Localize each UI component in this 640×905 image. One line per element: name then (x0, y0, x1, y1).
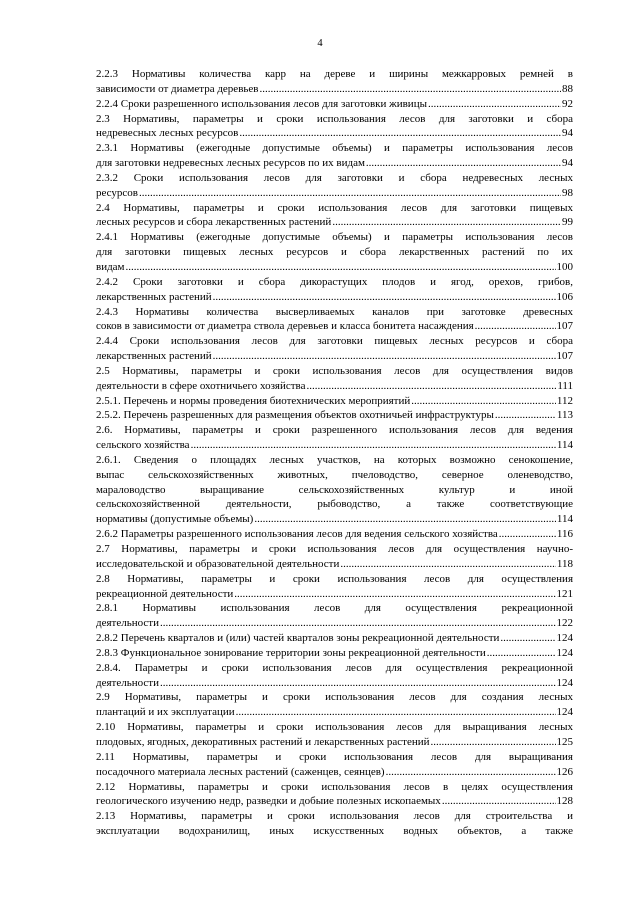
dot-leader (499, 527, 556, 542)
toc-entry[interactable] (96, 230, 573, 275)
toc-page-number: 94 (562, 127, 573, 140)
toc-entry-title: исследовательской и образовательной деятельности (96, 557, 340, 570)
dot-leader (126, 260, 556, 275)
toc-entry-leader-line (96, 616, 573, 631)
toc-entry[interactable] (96, 780, 573, 810)
toc-entry[interactable] (96, 453, 573, 527)
toc-entry-title: зависимости от диаметра деревьев (96, 82, 259, 95)
toc-entry-title: геологического изучению недр, разведки и добыие полезных ископаемых (96, 795, 441, 808)
toc-entry-title: деятельности в сфере охотничьего хозяйства (96, 379, 306, 392)
toc-page-number: 124 (556, 706, 573, 719)
toc-entry-text-line: 2.4.4 Сроки использования лесов для заготовки пищевых лесных ресурсов и сбора (96, 335, 573, 348)
dot-leader (213, 349, 556, 364)
toc-page-number: 100 (556, 260, 573, 273)
toc-entry-leader-line (96, 512, 573, 527)
dot-leader (340, 557, 556, 572)
dot-leader (332, 215, 561, 230)
toc-entry[interactable] (96, 201, 573, 231)
dot-leader (428, 97, 561, 112)
toc-entry-text-line: 2.12 Нормативы, параметры и сроки использования лесов в целях осуществления (96, 780, 573, 793)
toc-entry-text-line: 2.3 Нормативы, параметры и сроки использования лесов для заготовки и сбора (96, 112, 573, 125)
toc-entry-text-line: 2.4.1 Нормативы (ежегодные допустимые объемы) и параметры использования лесов (96, 231, 573, 244)
toc-page-number: 98 (562, 186, 573, 199)
toc-page-number: 106 (556, 290, 573, 303)
toc-entry-leader-line (96, 765, 573, 780)
toc-entry-title: посадочного материала лесных растений (саженцев, сеянцев) (96, 765, 385, 778)
toc-entry-title: для заготовки недревесных лесных ресурсов по их видам (96, 157, 365, 170)
toc-entry-text-line: выпас сельскохозяйственных животных, пчеловодство, северное оленеводство, (96, 468, 573, 481)
toc-entry[interactable] (96, 275, 573, 305)
toc-page-number: 124 (556, 646, 573, 659)
toc-entry[interactable] (96, 527, 573, 542)
dot-leader (366, 156, 561, 171)
toc-entry[interactable] (96, 305, 573, 335)
toc-entry-title: соков в зависимости от диаметра ствола деревьев и класса бонитета насаждения (96, 320, 474, 333)
dot-leader (139, 186, 561, 201)
toc-entry[interactable] (96, 661, 573, 691)
toc-entry-text-line: 2.3.2 Сроки использования лесов для заготовки и сбора недревесных лесных (96, 171, 573, 184)
toc-entry-title: рекреационной деятельности (96, 587, 234, 600)
toc-entry-text-line: 2.6. Нормативы, параметры и сроки разрешенного использования лесов для ведения (96, 424, 573, 437)
toc-entry-leader-line (96, 290, 573, 305)
toc-entry[interactable] (96, 171, 573, 201)
toc-entry-text-line: мараловодство выращивание сельскохозяйственных культур и иной (96, 483, 573, 496)
toc-entry-leader-line (96, 97, 573, 112)
toc-entry[interactable] (96, 720, 573, 750)
toc-page-number: 124 (556, 676, 573, 689)
toc-entry-title: 2.8.3 Функциональное зонирование территории зоны рекреационной деятельности (96, 646, 486, 659)
toc-entry-title: недревесных лесных ресурсов (96, 127, 239, 140)
toc-entry-text-line: эксплуатации водохранилищ, иных искусственных водных объектов, а также (96, 825, 573, 838)
toc-entry-leader-line (96, 215, 573, 230)
toc-page-number: 111 (557, 379, 573, 392)
dot-leader (442, 794, 556, 809)
toc-entry-text-line: 2.4.3 Нормативы количества высверливаемых каналов при заготовке древесных (96, 305, 573, 318)
toc-entry-title: плантаций и их эксплуатации (96, 706, 235, 719)
toc-entry-text-line: 2.8.1 Нормативы использования лесов для осуществления рекреационной (96, 602, 573, 615)
toc-page-number: 118 (556, 557, 573, 570)
toc-entry-leader-line (96, 438, 573, 453)
dot-leader (239, 126, 561, 141)
toc-entry-text-line: 2.8.4. Параметры и сроки использования лесов для осуществления рекреационной (96, 661, 573, 674)
toc-entry-title: плодовых, ягодных, декоративных растений и лекарственных растений (96, 735, 430, 748)
toc-entry-leader-line (96, 557, 573, 572)
dot-leader (431, 735, 556, 750)
toc-entry[interactable] (96, 141, 573, 171)
toc-page-number: 126 (556, 765, 573, 778)
toc-page-number: 112 (556, 394, 573, 407)
toc-page-number: 124 (556, 632, 573, 645)
toc-entry-text-line: 2.9 Нормативы, параметры и сроки использования лесов для создания лесных (96, 691, 573, 704)
toc-entry-title: лесных ресурсов и сбора лекарственных растений (96, 216, 332, 229)
dot-leader (191, 438, 556, 453)
toc-page-number: 122 (556, 617, 573, 630)
toc-entry-text-line: 2.4 Нормативы, параметры и сроки использования лесов для заготовки пищевых (96, 201, 573, 214)
dot-leader (306, 379, 556, 394)
toc-entry-title: 2.5.1. Перечень и нормы проведения биотехнических мероприятий (96, 394, 411, 407)
toc-page-number: 114 (556, 439, 573, 452)
dot-leader (160, 616, 556, 631)
toc-entry-leader-line (96, 794, 573, 809)
toc-page-number: 113 (556, 409, 573, 422)
dot-leader (160, 676, 556, 691)
toc-page-number: 114 (556, 513, 573, 526)
toc-entry[interactable] (96, 394, 573, 409)
toc-entry-text-line: 2.3.1 Нормативы (ежегодные допустимые объемы) и параметры использования лесов (96, 142, 573, 155)
toc-entry-title: деятельности (96, 617, 159, 630)
toc-entry-leader-line (96, 676, 573, 691)
toc-entry-text-line: 2.2.3 Нормативы количества карр на дереве и ширины межкарровых ремней в (96, 68, 573, 80)
toc-entry[interactable] (96, 631, 573, 646)
toc-entry-leader-line (96, 319, 573, 334)
toc-entry-title: деятельности (96, 676, 159, 689)
toc-entry-title: лекарственных растений (96, 350, 212, 363)
dot-leader (213, 290, 556, 305)
toc-entry[interactable] (96, 364, 573, 394)
toc-entry-leader-line (96, 646, 573, 661)
toc-page-number: 128 (556, 795, 573, 808)
toc-entry-title: нормативы (допустимые объемы) (96, 513, 254, 526)
toc-entry-leader-line (96, 408, 573, 423)
page-number: 4 (317, 38, 323, 49)
toc-entry-leader-line (96, 126, 573, 141)
dot-leader (254, 512, 556, 527)
toc-entry-leader-line (96, 631, 573, 646)
toc-entry-title: 2.6.2 Параметры разрешенного использования лесов для ведения сельского хозяйства (96, 528, 498, 541)
toc-entry-title: лекарственных растений (96, 290, 212, 303)
toc-page-number: 88 (562, 82, 573, 95)
toc-entry-text-line: 2.11 Нормативы, параметры и сроки использования лесов для выращивания (96, 750, 573, 763)
dot-leader (234, 587, 555, 602)
toc-entry[interactable] (96, 423, 573, 453)
toc-page-number: 116 (556, 528, 573, 541)
toc-entry[interactable] (96, 809, 573, 839)
toc-entry-text-line: для заготовки пищевых лесных ресурсов и сбора лекарственных растений по их (96, 246, 573, 259)
dot-leader (386, 765, 556, 780)
toc-entry-leader-line (96, 705, 573, 720)
toc-page-number: 99 (562, 216, 573, 229)
toc-entry[interactable] (96, 112, 573, 142)
toc-entry[interactable] (96, 542, 573, 572)
toc-page-number: 92 (562, 97, 573, 110)
toc-page-number: 121 (556, 587, 573, 600)
toc-entry-title: сельского хозяйства (96, 439, 190, 452)
toc-page-number: 107 (556, 350, 573, 363)
toc-entry[interactable] (96, 750, 573, 780)
toc-entry[interactable] (96, 334, 573, 364)
toc-entry[interactable] (96, 572, 573, 602)
toc-entry-title: ресурсов (96, 186, 138, 199)
toc-entry-leader-line (96, 735, 573, 750)
toc-entry-leader-line (96, 349, 573, 364)
toc-entry-leader-line (96, 186, 573, 201)
toc-entry-leader-line (96, 379, 573, 394)
toc-entry-leader-line (96, 156, 573, 171)
toc-page-number: 94 (562, 157, 573, 170)
toc-entry[interactable] (96, 97, 573, 112)
table-of-contents (96, 67, 573, 839)
toc-entry-leader-line (96, 82, 573, 97)
toc-entry[interactable] (96, 67, 573, 97)
toc-entry-text-line: 2.10 Нормативы, параметры и сроки использования лесов для выращивания лесных (96, 721, 573, 734)
dot-leader (259, 82, 561, 97)
toc-entry-text-line: 2.7 Нормативы, параметры и сроки использования лесов для осуществления научно- (96, 543, 573, 555)
dot-leader (500, 631, 555, 646)
dot-leader (475, 319, 556, 334)
toc-entry-text-line: 2.5 Нормативы, параметры и сроки использования лесов для осуществления видов (96, 364, 573, 377)
toc-entry[interactable] (96, 408, 573, 423)
toc-entry-title: 2.5.2. Перечень разрешенных для размещения объектов охотничьей инфраструктуры (96, 409, 494, 422)
dot-leader (236, 705, 556, 720)
dot-leader (495, 408, 556, 423)
toc-entry[interactable] (96, 646, 573, 661)
dot-leader (487, 646, 556, 661)
toc-entry[interactable] (96, 601, 573, 631)
toc-entry-text-line: 2.8 Нормативы, параметры и сроки использования лесов для осуществления (96, 572, 573, 585)
toc-entry-leader-line (96, 587, 573, 602)
toc-entry-text-line: 2.13 Нормативы, параметры и сроки использования лесов для строительства и (96, 810, 573, 823)
dot-leader (411, 394, 556, 409)
toc-entry[interactable] (96, 690, 573, 720)
toc-page-number: 125 (556, 735, 573, 748)
toc-entry-title: видам (96, 260, 125, 273)
toc-entry-leader-line (96, 394, 573, 409)
toc-entry-text-line: 2.4.2 Сроки заготовки и сбора дикорастущих плодов и ягод, орехов, грибов, (96, 275, 573, 288)
toc-entry-title: 2.8.2 Перечень кварталов и (или) частей кварталов зоны рекреационной деятельности (96, 632, 500, 645)
toc-page-number: 107 (556, 320, 573, 333)
toc-entry-text-line: 2.6.1. Сведения о площадях лесных участков, на которых возможно сенокошение, (96, 453, 573, 466)
toc-entry-leader-line (96, 260, 573, 275)
toc-entry-text-line: сельскохозяйственной деятельности, рыбоводство, а также соответствующие (96, 498, 573, 511)
toc-entry-leader-line (96, 527, 573, 542)
toc-entry-title: 2.2.4 Сроки разрешенного использования лесов для заготовки живицы (96, 97, 427, 110)
